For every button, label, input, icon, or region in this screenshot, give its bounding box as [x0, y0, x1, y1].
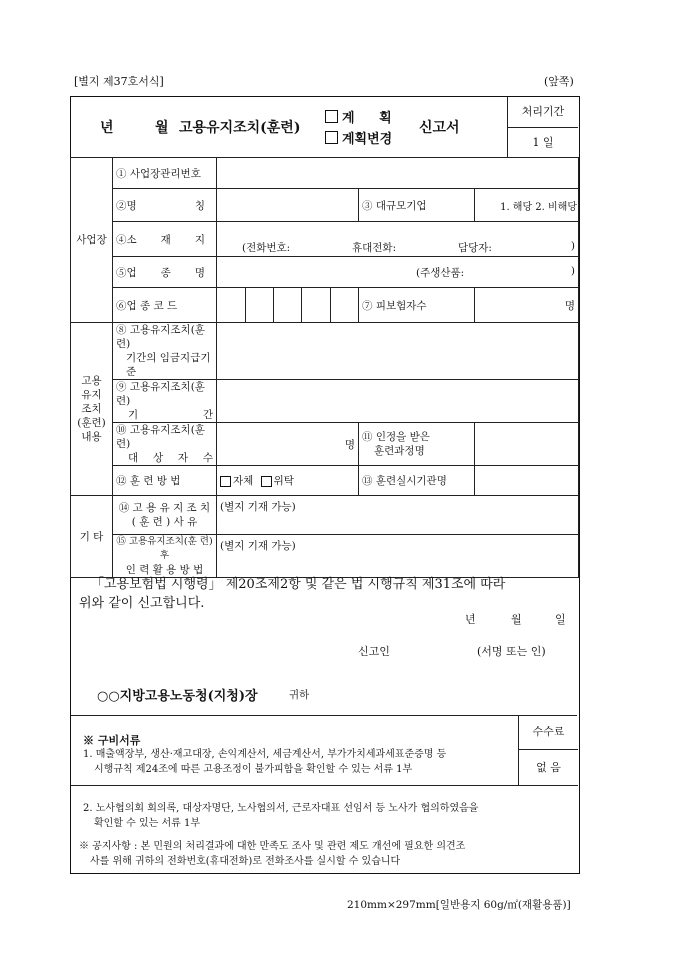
doc-item-1-cont: 시행규칙 제24조에 따른 고용조정이 불가피함을 확인할 수 있는 서류 1부	[94, 764, 413, 775]
address-input[interactable]	[217, 222, 579, 257]
address-close-paren: )	[570, 240, 575, 252]
large-co-options[interactable]: 1. 해당 2. 비해당	[475, 189, 579, 222]
plan-label: ⑮ 고용유지조치(훈 련) 후 인 력 활 용 방 법	[113, 535, 217, 578]
processing-value: 1 일	[532, 136, 554, 149]
period-input[interactable]	[217, 380, 579, 423]
option-change[interactable]: 계획변경	[325, 128, 392, 147]
date-day: 일	[555, 613, 566, 626]
target-label: ⑩ 고용유지조치(훈련) 대 상 자 수	[113, 423, 217, 466]
title-main: 고용유지조치(훈련)	[179, 120, 301, 136]
institution-input[interactable]	[475, 466, 579, 496]
mobile-label: 휴대전화:	[352, 242, 397, 254]
plan-input[interactable]: (별지 기재 가능)	[217, 535, 579, 578]
change-checkbox[interactable]	[325, 131, 338, 144]
reason-input[interactable]: (별지 기재 가능)	[217, 496, 579, 535]
large-co-label: ③ 대규모기업	[359, 189, 475, 222]
doc-item-2-cont: 확인할 수 있는 서류 1부	[94, 818, 201, 829]
insured-input[interactable]: 명	[475, 288, 579, 323]
industry-code-digit[interactable]	[217, 288, 246, 323]
notice: ※ 공지사항 : 본 민원의 처리결과에 대한 만족도 조사 및 관련 제도 개선에 필요한 의견조	[79, 841, 466, 852]
method-consign[interactable]: 위탁	[261, 475, 294, 487]
industry-code-label: ⑥업 종 코 드	[113, 288, 217, 323]
doc-item-2: 2. 노사협의회 회의록, 대상자명단, 노사협의서, 근로자대표 선임서 등 노사가 협의하였음을	[83, 803, 479, 814]
plan-checkbox[interactable]	[325, 110, 338, 123]
declaration-block	[71, 565, 577, 716]
approved-label: ⑪ 인정을 받은 훈련과정명	[359, 423, 475, 466]
processing-label: 처리기간	[508, 97, 578, 128]
title-year: 년	[100, 120, 114, 136]
signature-label[interactable]: (서명 또는 인)	[477, 645, 546, 658]
form-number: [별지 제37호서식]	[74, 75, 164, 88]
insured-label: ⑦ 피보험자수	[359, 288, 475, 323]
processing-box	[507, 97, 578, 157]
documents-divider	[71, 785, 577, 786]
reg-no-input[interactable]	[217, 158, 579, 189]
method-options	[217, 466, 359, 496]
applicant-label: 신고인	[358, 645, 390, 658]
industry-code-digit[interactable]	[331, 288, 359, 323]
option-plan[interactable]: 계 획	[325, 107, 402, 126]
method-self[interactable]: 자체	[220, 475, 253, 487]
institution-label: ⑬ 훈련실시기관명	[359, 466, 475, 496]
title-suffix: 신고서	[419, 120, 460, 136]
page-side: (앞쪽)	[544, 75, 574, 88]
target-input[interactable]: 명	[217, 423, 359, 466]
approved-input[interactable]	[475, 423, 579, 466]
form-title-block	[71, 97, 577, 158]
documents-title: ※ 구비서류	[83, 734, 141, 747]
paper-spec: 210mm×297mm[일반용지 60g/㎡(재활용품)]	[347, 899, 571, 911]
name-input[interactable]	[217, 189, 359, 222]
wage-input[interactable]	[217, 323, 579, 380]
address-label: ④소 재 지	[113, 222, 217, 257]
fee-label: 수수료	[519, 715, 578, 750]
industry-code-digit[interactable]	[302, 288, 331, 323]
title-month: 월	[155, 120, 169, 136]
reason-label: ⑭ 고 용 유 지 조 치 ( 훈 련 ) 사 유	[113, 496, 217, 535]
documents-block	[71, 715, 577, 871]
name-label: ②명 칭	[113, 189, 217, 222]
other-section-label: 기 타	[71, 496, 113, 578]
declaration-text-1: 「고용보험법 시행령」 제20조제2항 및 같은 법 시행규칙 제31조에 따라	[91, 577, 506, 592]
method-label: ⑫ 훈 련 방 법	[113, 466, 217, 496]
contact-label: 담당자:	[458, 242, 492, 254]
date-month: 월	[511, 613, 522, 626]
period-label: ⑨ 고용유지조치(훈련) 기 간	[113, 380, 217, 423]
business-section-label: 사업장	[71, 158, 113, 323]
fee-value: 없 음	[536, 761, 561, 774]
self-checkbox[interactable]	[220, 476, 231, 487]
fee-box	[518, 715, 578, 786]
recipient-suffix: 귀하	[289, 689, 310, 701]
measure-section-label: 고용 유지 조치 (훈련) 내용	[71, 323, 113, 496]
industry-input[interactable]: (주생산품: )	[217, 257, 579, 288]
date-year: 년	[465, 613, 476, 626]
declaration-text-2: 위와 같이 신고합니다.	[79, 596, 205, 611]
product-label: (주생산품:	[416, 266, 465, 279]
industry-code-digit[interactable]	[274, 288, 302, 323]
consign-checkbox[interactable]	[261, 476, 272, 487]
doc-item-1: 1. 매출액장부, 생산·재고대장, 손익계산서, 세금계산서, 부가가치세과세표준증명 등	[83, 749, 447, 760]
industry-code-digit[interactable]	[246, 288, 274, 323]
recipient: ○○지방고용노동청(지청)장	[97, 689, 258, 704]
report-form	[70, 96, 580, 874]
form-table	[70, 157, 579, 578]
phone-label: (전화번호:	[242, 242, 291, 254]
notice-cont: 사를 위해 귀하의 전화번호(휴대전화)로 전화조사를 실시할 수 있습니다	[90, 856, 401, 867]
industry-label: ⑤업 종 명	[113, 257, 217, 288]
reg-no-label: ① 사업장관리번호	[113, 158, 217, 189]
wage-label: ⑧ 고용유지조치(훈련) 기간의 임금지급기준	[113, 323, 217, 380]
